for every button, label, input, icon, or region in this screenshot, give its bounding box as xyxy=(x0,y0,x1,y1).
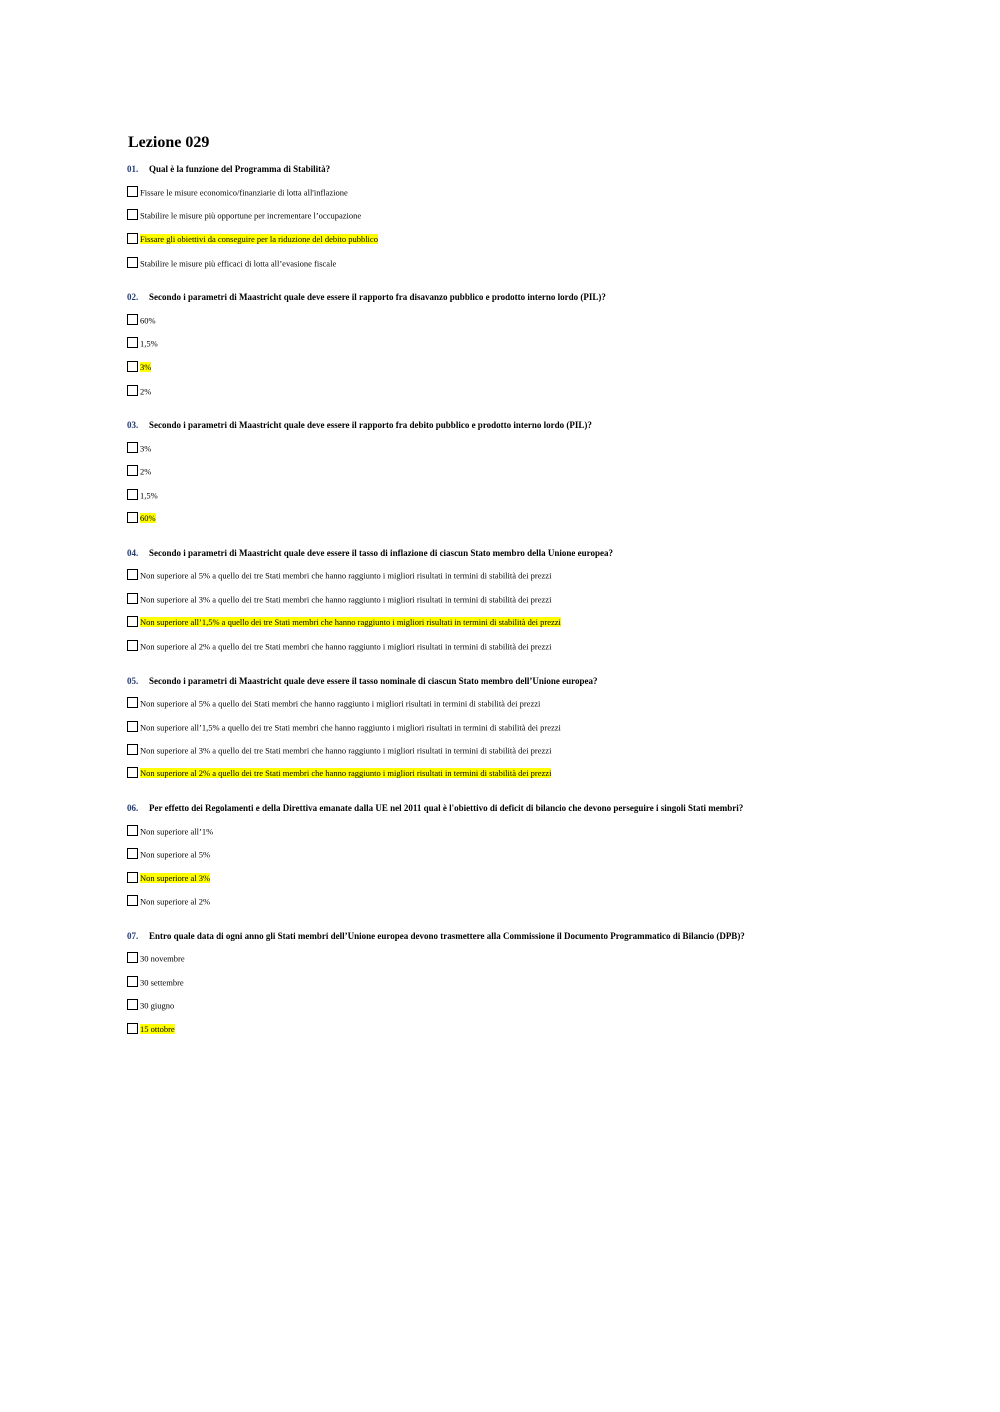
answer-checkbox[interactable] xyxy=(127,337,138,348)
answer-option xyxy=(127,639,551,653)
answer-text: 60% xyxy=(140,315,156,326)
answer-checkbox[interactable] xyxy=(127,257,138,268)
answer-option xyxy=(127,441,151,455)
answer-checkbox[interactable] xyxy=(127,442,138,453)
question-text: Secondo i parametri di Maastricht quale deve essere il rapporto fra disavanzo pubblico e prodotto interno lordo (PIL)? xyxy=(149,292,606,302)
answer-checkbox[interactable] xyxy=(127,976,138,987)
answer-option xyxy=(127,743,551,757)
answer-checkbox[interactable] xyxy=(127,1023,138,1034)
question-text: Per effetto dei Regolamenti e della Direttiva emanate dalla UE nel 2011 qual è l'obiettivo di deficit di bilancio che devono perseguire i singoli Stati membri? xyxy=(149,803,744,813)
answer-checkbox[interactable] xyxy=(127,616,138,627)
answer-checkbox[interactable] xyxy=(127,465,138,476)
answer-text: Stabilire le misure più opportune per incrementare l’occupazione xyxy=(140,210,362,221)
answer-option xyxy=(127,894,210,908)
question-header xyxy=(127,929,745,943)
answer-option-correct xyxy=(127,511,156,525)
question-text: Entro quale data di ogni anno gli Stati membri dell’Unione europea devono trasmettere alla Commissione il Documento Programmatico di Bilancio (DPB)? xyxy=(149,931,745,941)
answer-text-highlighted: 60% xyxy=(140,513,156,524)
answer-option xyxy=(127,488,158,502)
answer-text: 3% xyxy=(140,443,152,454)
answer-checkbox[interactable] xyxy=(127,209,138,220)
answer-option xyxy=(127,951,185,965)
answer-option-correct xyxy=(127,615,561,629)
answer-text: 1,5% xyxy=(140,338,158,349)
question-number: 05. xyxy=(127,676,139,686)
answer-text: Non superiore al 5% xyxy=(140,849,211,860)
answer-checkbox[interactable] xyxy=(127,640,138,651)
question-number: 07. xyxy=(127,931,139,941)
answer-text: Non superiore all’1% xyxy=(140,826,214,837)
answer-checkbox[interactable] xyxy=(127,361,138,372)
answer-checkbox[interactable] xyxy=(127,186,138,197)
answer-option xyxy=(127,464,151,478)
answer-text-highlighted: Non superiore al 2% a quello dei tre Stati membri che hanno raggiunto i migliori risultati in termini di stabilità dei prezzi xyxy=(140,768,552,779)
question-number: 01. xyxy=(127,164,139,174)
answer-option xyxy=(127,592,551,606)
answer-text-highlighted: 15 ottobre xyxy=(140,1024,175,1035)
answer-checkbox[interactable] xyxy=(127,697,138,708)
answer-text: Non superiore all’1,5% a quello dei tre Stati membri che hanno raggiunto i migliori risultati in termini di stabilità dei prezzi xyxy=(140,722,561,733)
answer-option-correct xyxy=(127,232,378,246)
answer-checkbox[interactable] xyxy=(127,952,138,963)
answer-checkbox[interactable] xyxy=(127,767,138,778)
answer-text-highlighted: Non superiore al 3% xyxy=(140,873,211,884)
answer-text: Fissare le misure economico/finanziarie di lotta all'inflazione xyxy=(140,187,348,198)
question-text: Secondo i parametri di Maastricht quale deve essere il tasso nominale di ciascun Stato membro dell’Unione europea? xyxy=(149,676,598,686)
question-header xyxy=(127,162,330,176)
question-header xyxy=(127,674,597,688)
answer-text: Non superiore al 3% a quello dei tre Stati membri che hanno raggiunto i migliori risultati in termini di stabilità dei prezzi xyxy=(140,594,552,605)
answer-checkbox[interactable] xyxy=(127,593,138,604)
question-text: Secondo i parametri di Maastricht quale deve essere il tasso di inflazione di ciascun Stato membro della Unione europea? xyxy=(149,548,613,558)
answer-option xyxy=(127,256,336,270)
question-number: 03. xyxy=(127,420,139,430)
answer-option-correct xyxy=(127,1022,175,1036)
question-number: 02. xyxy=(127,292,139,302)
answer-text: Stabilire le misure più efficaci di lotta all’evasione fiscale xyxy=(140,258,337,269)
answer-text: 30 giugno xyxy=(140,1000,175,1011)
answer-option xyxy=(127,824,213,838)
answer-option xyxy=(127,313,156,327)
answer-option-correct xyxy=(127,871,210,885)
answer-text: Non superiore al 2% xyxy=(140,896,211,907)
answer-text: Non superiore al 5% a quello dei tre Stati membri che hanno raggiunto i migliori risultati in termini di stabilità dei prezzi xyxy=(140,570,552,581)
answer-text: Non superiore al 3% a quello dei tre Stati membri che hanno raggiunto i migliori risultati in termini di stabilità dei prezzi xyxy=(140,745,552,756)
answer-checkbox[interactable] xyxy=(127,233,138,244)
answer-option xyxy=(127,336,158,350)
answer-text: 1,5% xyxy=(140,490,158,501)
answer-text: Non superiore al 5% a quello dei Stati membri che hanno raggiunto i migliori risultati in termini di stabilità dei prezzi xyxy=(140,698,541,709)
answer-option xyxy=(127,720,561,734)
answer-option xyxy=(127,975,184,989)
answer-option xyxy=(127,208,361,222)
answer-option-correct xyxy=(127,360,151,374)
answer-checkbox[interactable] xyxy=(127,872,138,883)
question-number: 04. xyxy=(127,548,139,558)
question-text: Secondo i parametri di Maastricht quale deve essere il rapporto fra debito pubblico e prodotto interno lordo (PIL)? xyxy=(149,420,592,430)
answer-checkbox[interactable] xyxy=(127,825,138,836)
answer-text-highlighted: 3% xyxy=(140,362,152,373)
answer-option xyxy=(127,998,174,1012)
answer-option xyxy=(127,696,540,710)
answer-checkbox[interactable] xyxy=(127,744,138,755)
answer-text: Non superiore al 2% a quello dei tre Stati membri che hanno raggiunto i migliori risultati in termini di stabilità dei prezzi xyxy=(140,641,552,652)
question-header xyxy=(127,546,613,560)
answer-checkbox[interactable] xyxy=(127,489,138,500)
answer-option-correct xyxy=(127,766,551,780)
question-header xyxy=(127,290,606,304)
answer-text-highlighted: Non superiore all’1,5% a quello dei tre Stati membri che hanno raggiunto i migliori risultati in termini di stabilità dei prezzi xyxy=(140,617,561,628)
question-text: Qual è la funzione del Programma di Stabilità? xyxy=(149,164,331,174)
question-header xyxy=(127,418,592,432)
answer-checkbox[interactable] xyxy=(127,385,138,396)
answer-text: 2% xyxy=(140,466,152,477)
answer-option xyxy=(127,185,348,199)
answer-text: 2% xyxy=(140,386,152,397)
question-number: 06. xyxy=(127,803,139,813)
answer-checkbox[interactable] xyxy=(127,895,138,906)
question-header xyxy=(127,801,743,815)
answer-option xyxy=(127,384,151,398)
answer-text: 30 novembre xyxy=(140,953,185,964)
answer-checkbox[interactable] xyxy=(127,512,138,523)
answer-checkbox[interactable] xyxy=(127,999,138,1010)
answer-text: 30 settembre xyxy=(140,977,184,988)
answer-checkbox[interactable] xyxy=(127,569,138,580)
lesson-title: Lezione 029 xyxy=(128,134,210,151)
answer-option xyxy=(127,847,210,861)
answer-checkbox[interactable] xyxy=(127,848,138,859)
answer-checkbox[interactable] xyxy=(127,314,138,325)
answer-checkbox[interactable] xyxy=(127,721,138,732)
answer-option xyxy=(127,568,551,582)
answer-text-highlighted: Fissare gli obiettivi da conseguire per la riduzione del debito pubblico xyxy=(140,234,378,245)
